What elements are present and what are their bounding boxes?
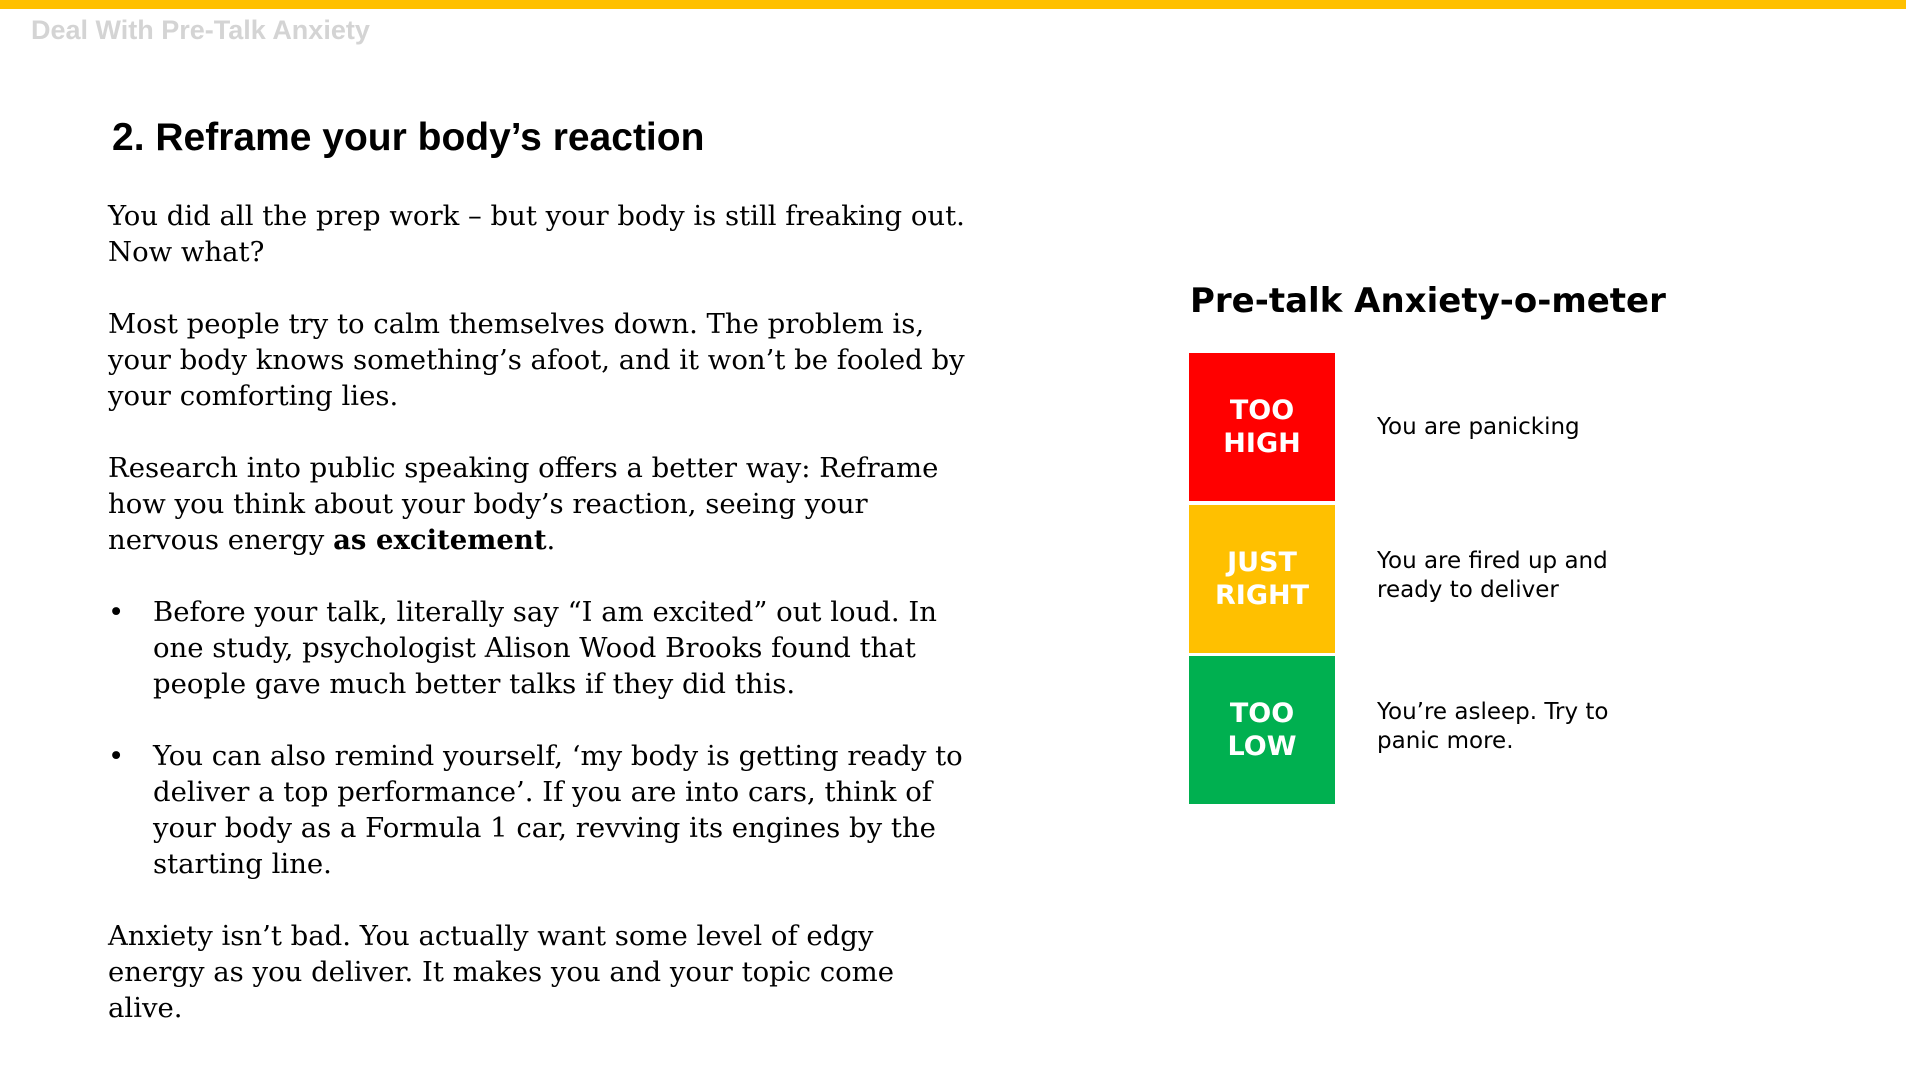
list-item — [108, 594, 968, 702]
paragraph-problem: Most people try to calm themselves down. The problem is, your body knows something’s afoot, and it won’t be fooled by your comforting lies. — [108, 308, 965, 412]
bullet-icon: • — [108, 740, 125, 772]
body-text — [108, 198, 968, 1062]
top-accent-bar — [0, 0, 1906, 9]
level-just-right-box: JUST RIGHT — [1189, 505, 1335, 653]
bullet-icon: • — [108, 596, 125, 628]
list-item-text: You can also remind yourself, ‘my body is getting ready to deliver a top performance’. If you are into cars, think of your body as a Formula 1 car, revving its engines by the starting line. — [153, 740, 963, 880]
meter-title: Pre-talk Anxiety-o-meter — [1190, 281, 1666, 321]
paragraph-intro: You did all the prep work – but your body is still freaking out. Now what? — [108, 200, 965, 268]
slide-header-title: Deal With Pre-Talk Anxiety — [31, 15, 370, 45]
paragraph-reframe-text: Research into public speaking offers a better way: Reframe how you think about your body’s reaction, seeing your nervous energy — [108, 452, 939, 556]
level-too-low-box: TOO LOW — [1189, 656, 1335, 804]
level-too-high-box: TOO HIGH — [1189, 353, 1335, 501]
section-heading: 2. Reframe your body’s reaction — [112, 116, 705, 159]
paragraph-reframe-emphasis: as excitement — [333, 524, 547, 556]
list-item — [108, 738, 968, 882]
list-item-text: Before your talk, literally say “I am excited” out loud. In one study, psychologist Alison Wood Brooks found that people gave much better talks if they did this. — [153, 596, 937, 700]
level-too-low-description: You’re asleep. Try to panic more. — [1377, 699, 1609, 754]
paragraph-reframe — [108, 450, 968, 558]
paragraph-conclusion: Anxiety isn’t bad. You actually want some level of edgy energy as you deliver. It makes you and your topic come alive. — [108, 920, 895, 1024]
level-just-right-description: You are fired up and ready to deliver — [1377, 548, 1608, 603]
paragraph-reframe-end: . — [546, 524, 556, 556]
level-too-high-description: You are panicking — [1377, 414, 1580, 440]
tips-list — [108, 594, 968, 882]
